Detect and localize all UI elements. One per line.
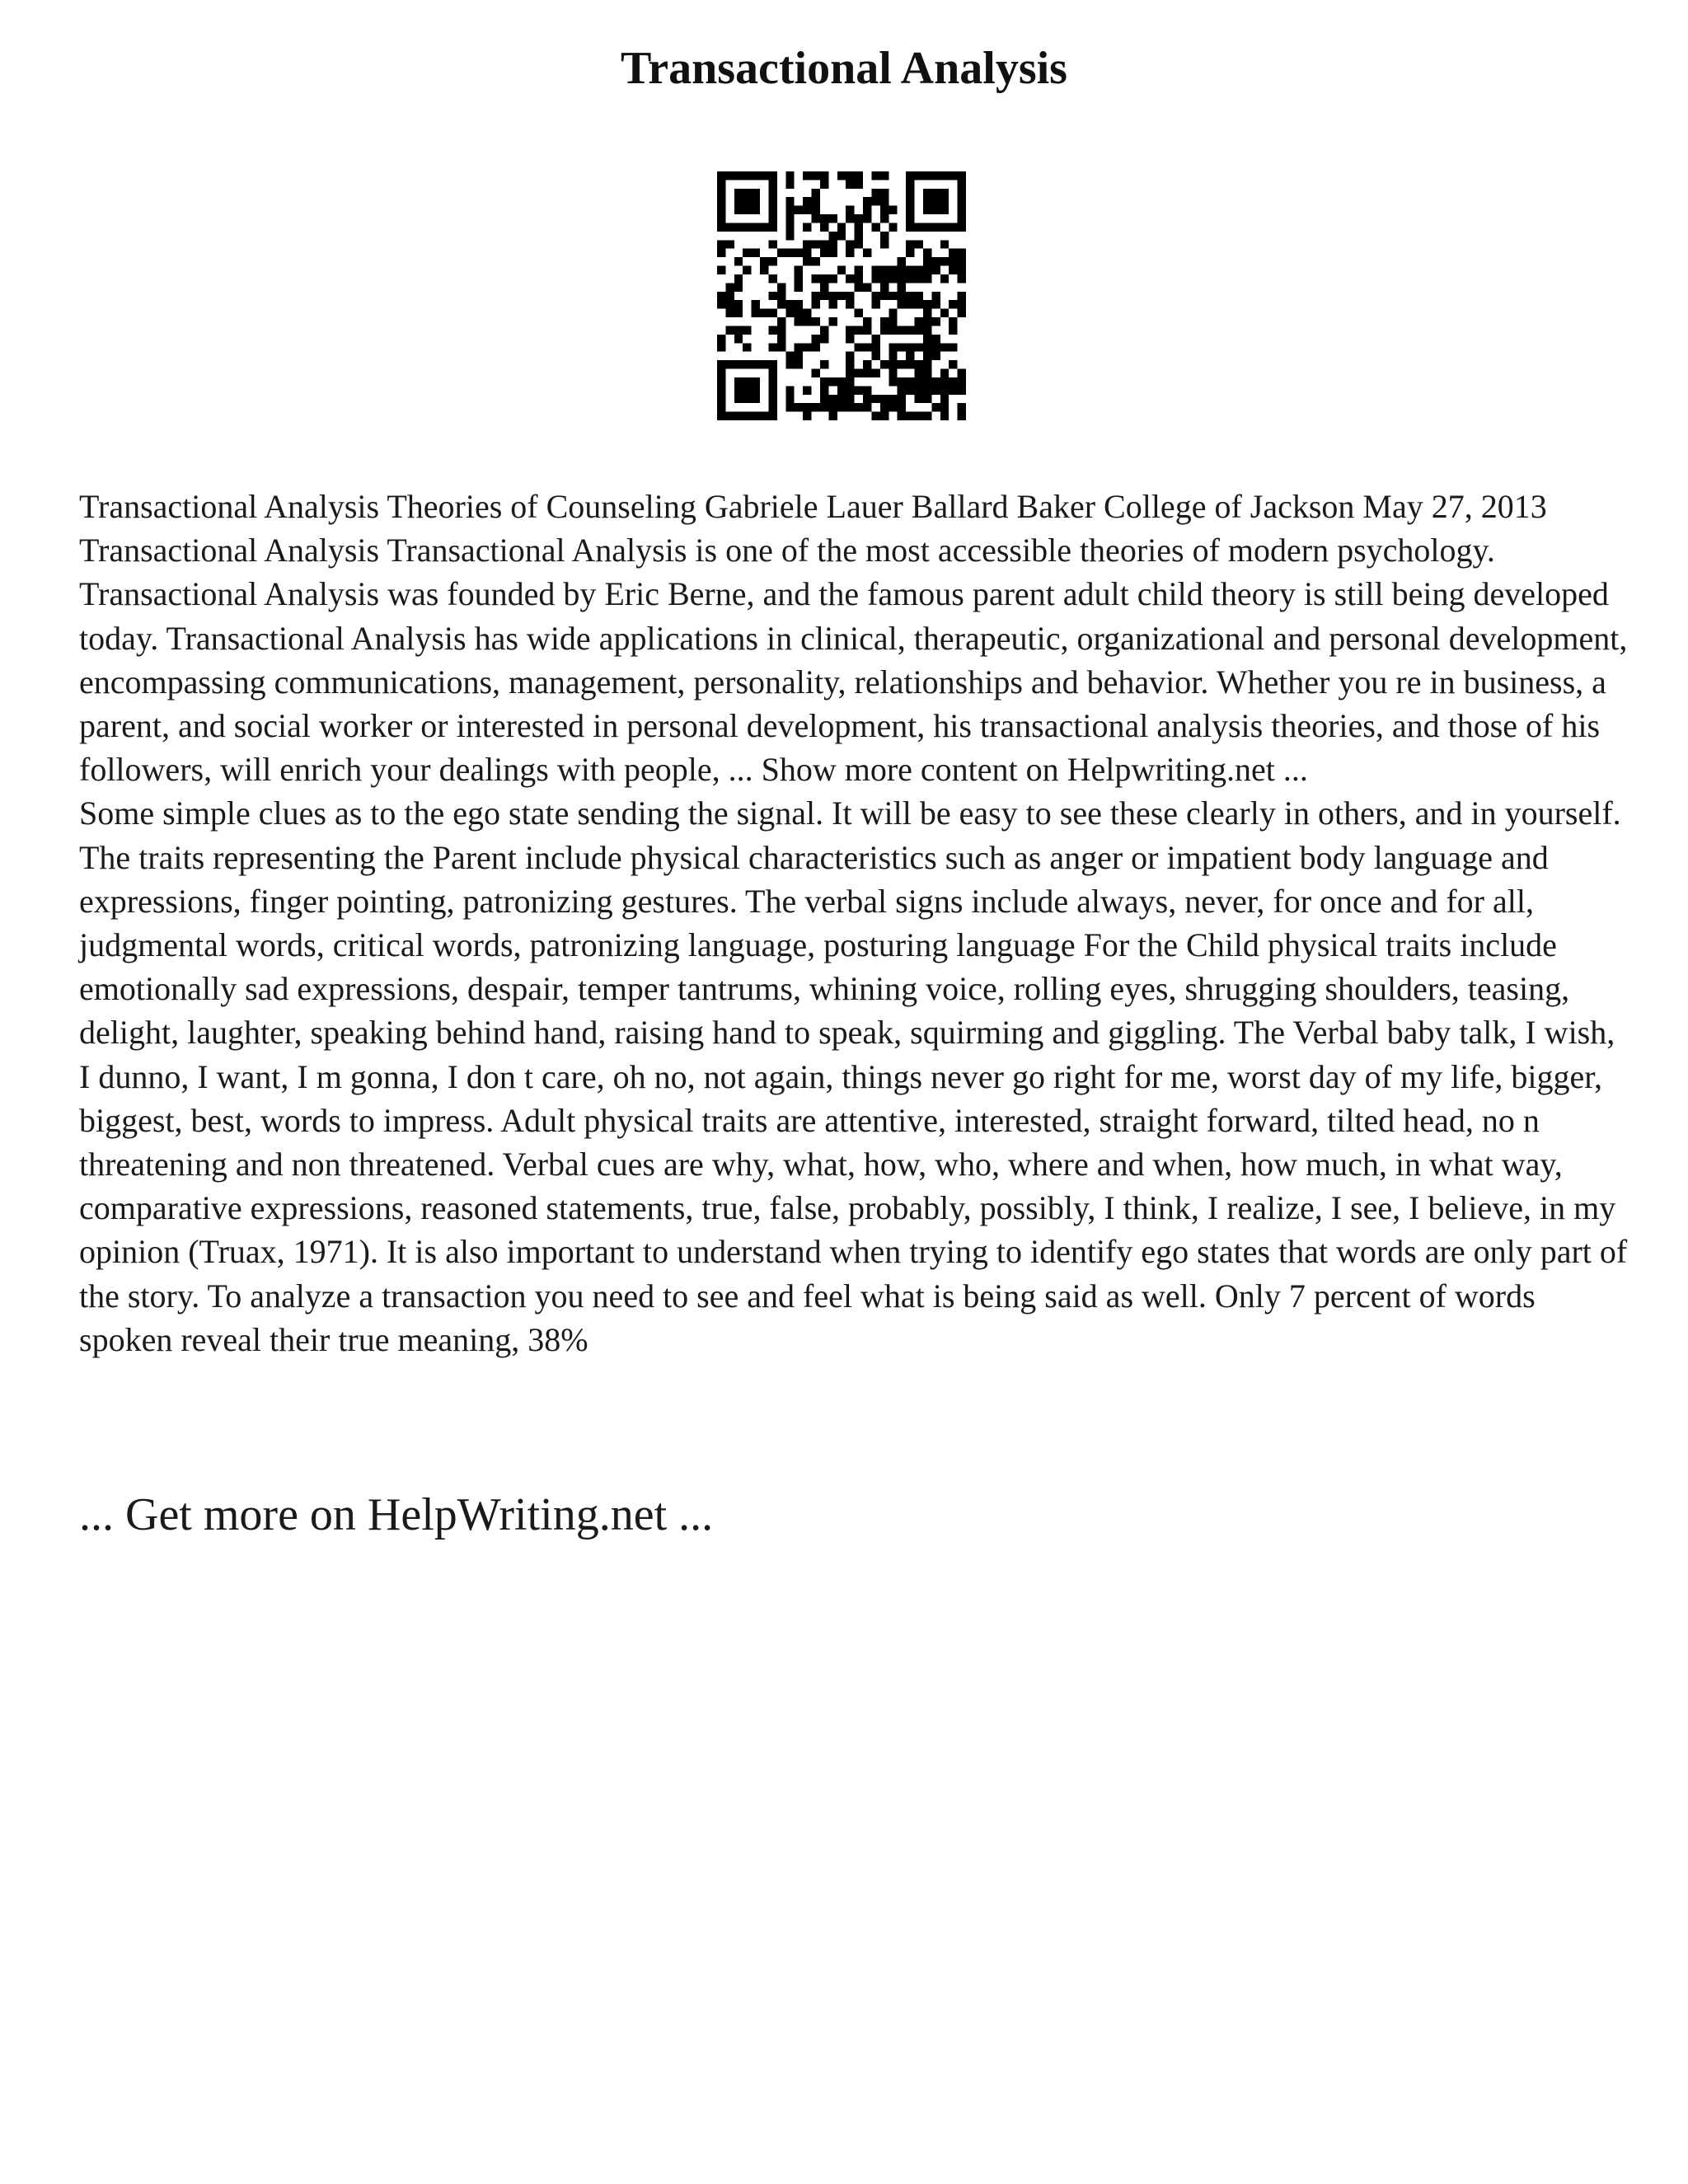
- paragraph-ego-states: Some simple clues as to the ego state sending the signal. It will be easy to see these clearly in others, and in yourself. The traits representing the Parent include physical characteristics such as anger or impatient body language and expressions, finger pointing, patronizing gestures. The verbal signs include always, never, for once and for all, judgmental words, critical words, patronizing language, posturing language For the Child physical traits include emotionally sad expressions, despair, temper tantrums, whining voice, rolling eyes, shrugging shoulders, teasing, delight, laughter, speaking behind hand, raising hand to speak, squirming and giggling. The Verbal baby talk, I wish, I dunno, I want, I m gonna, I don t care, oh no, not again, things never go right for me, worst day of my life, bigger, biggest, best, words to impress. Adult physical traits are attentive, interested, straight forward, tilted head, no n threatening and non threatened. Verbal cues are why, what, how, who, where and when, how much, in what way, comparative expressions, reasoned statements, true, false, probably, possibly, I think, I realize, I see, I believe, in my opinion (Truax, 1971). It is also important to understand when trying to identify ego states that words are only part of the story. To analyze a transaction you need to see and feel what is being said as well. Only 7 percent of words spoken reveal their true meaning, 38%: [79, 794, 1628, 1358]
- page-title: Transactional Analysis: [621, 43, 1067, 94]
- document-body: [79, 485, 1629, 1361]
- get-more-link[interactable]: ... Get more on HelpWriting.net ...: [79, 1489, 714, 1540]
- paragraph-intro: Transactional Analysis Theories of Counseling Gabriele Lauer Ballard Baker College of Jackson May 27, 2013 Transactional Analysis Transactional Analysis is one of the most accessible theories of modern psychology. Transactional Analysis was founded by Eric Berne, and the famous parent adult child theory is still being developed today. Transactional Analysis has wide applications in clinical, therapeutic, organizational and personal development, encompassing communications, management, personality, relationships and behavior. Whether you re in business, a parent, and social worker or interested in personal development, his transactional analysis theories, and those of his followers, will enrich your dealings with people, ... Show more content on Helpwriting.net ...: [79, 488, 1628, 789]
- qr-code-icon: [717, 171, 966, 420]
